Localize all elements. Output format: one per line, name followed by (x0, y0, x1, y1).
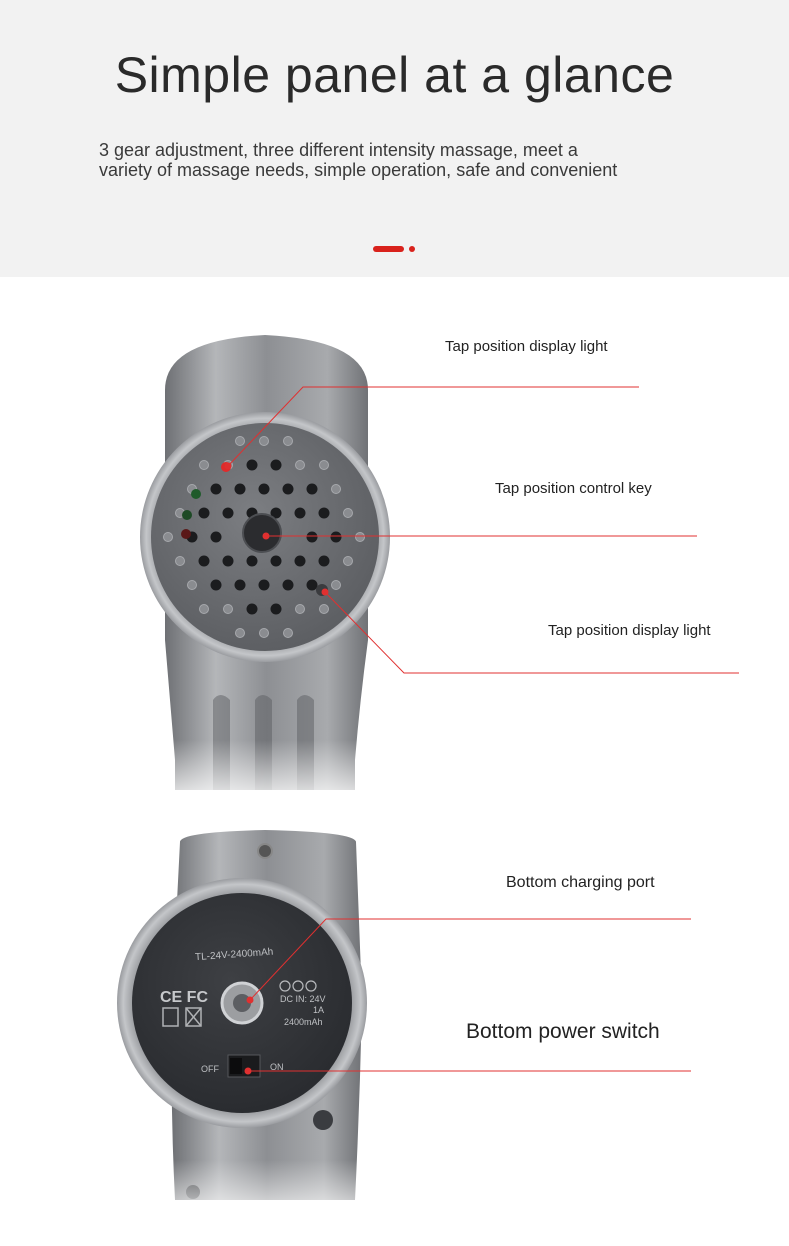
vent-hole (307, 484, 318, 495)
vent-hole (200, 605, 209, 614)
vent-hole (271, 556, 282, 567)
vent-hole (211, 580, 222, 591)
vent-hole (211, 484, 222, 495)
vent-hole (271, 460, 282, 471)
vent-hole (236, 629, 245, 638)
vent-hole (224, 605, 233, 614)
vent-hole (176, 557, 185, 566)
vent-hole (283, 484, 294, 495)
vent-hole (271, 604, 282, 615)
vent-hole (259, 580, 270, 591)
vent-hole (247, 460, 258, 471)
label-display-light-lower: Tap position display light (548, 622, 711, 639)
indicator-light-green-2 (182, 510, 192, 520)
vent-hole (211, 532, 222, 543)
vent-hole (235, 580, 246, 591)
engraving-capacity: 2400mAh (284, 1017, 323, 1027)
vent-hole (164, 533, 173, 542)
vent-hole (332, 581, 341, 590)
subtitle-line-2: variety of massage needs, simple operation, safe and convenient (99, 160, 618, 180)
engraving-dc: DC IN: 24V (280, 994, 326, 1004)
engraving-current: 1A (313, 1005, 325, 1015)
massager-bottom-view (117, 830, 370, 1230)
vent-hole (295, 556, 306, 567)
indicator-light-dark-red (181, 529, 191, 539)
switch-on-label: ON (270, 1062, 284, 1072)
indicator-light-green (191, 489, 201, 499)
engraving-model: TL-24V-2400mAh (194, 946, 274, 964)
subtitle-line-1: 3 gear adjustment, three different intensity massage, meet a (99, 140, 578, 160)
vent-hole (320, 605, 329, 614)
power-key[interactable] (243, 514, 281, 552)
vent-hole (259, 484, 270, 495)
switch-off-label: OFF (201, 1064, 219, 1074)
vent-hole (319, 556, 330, 567)
vent-hole (320, 461, 329, 470)
page-title: Simple panel at a glance (114, 47, 675, 103)
vent-hole (284, 629, 293, 638)
vent-hole (236, 437, 245, 446)
vent-hole (284, 437, 293, 446)
vent-hole (199, 556, 210, 567)
vent-hole (295, 508, 306, 519)
label-control-key: Tap position control key (495, 480, 652, 497)
vent-hole (260, 629, 269, 638)
label-display-light-upper: Tap position display light (445, 338, 608, 355)
cert-marks: CE FC (160, 989, 208, 1006)
vent-hole (235, 484, 246, 495)
vent-hole (296, 461, 305, 470)
vent-hole (223, 556, 234, 567)
vent-hole (188, 581, 197, 590)
vent-hole (356, 533, 365, 542)
vent-hole (247, 604, 258, 615)
label-charging-port: Bottom charging port (506, 874, 655, 891)
vent-hole (332, 485, 341, 494)
massager-top-view (140, 335, 390, 810)
vent-hole (344, 509, 353, 518)
vent-hole (319, 508, 330, 519)
vent-hole (344, 557, 353, 566)
vent-hole (223, 508, 234, 519)
vent-hole (247, 556, 258, 567)
vent-hole (199, 508, 210, 519)
vent-hole (331, 532, 342, 543)
vent-hole (260, 437, 269, 446)
vent-hole (307, 580, 318, 591)
vent-hole (283, 580, 294, 591)
vent-hole (296, 605, 305, 614)
vent-hole (307, 532, 318, 543)
vent-hole (200, 461, 209, 470)
label-power-switch: Bottom power switch (466, 1020, 660, 1043)
